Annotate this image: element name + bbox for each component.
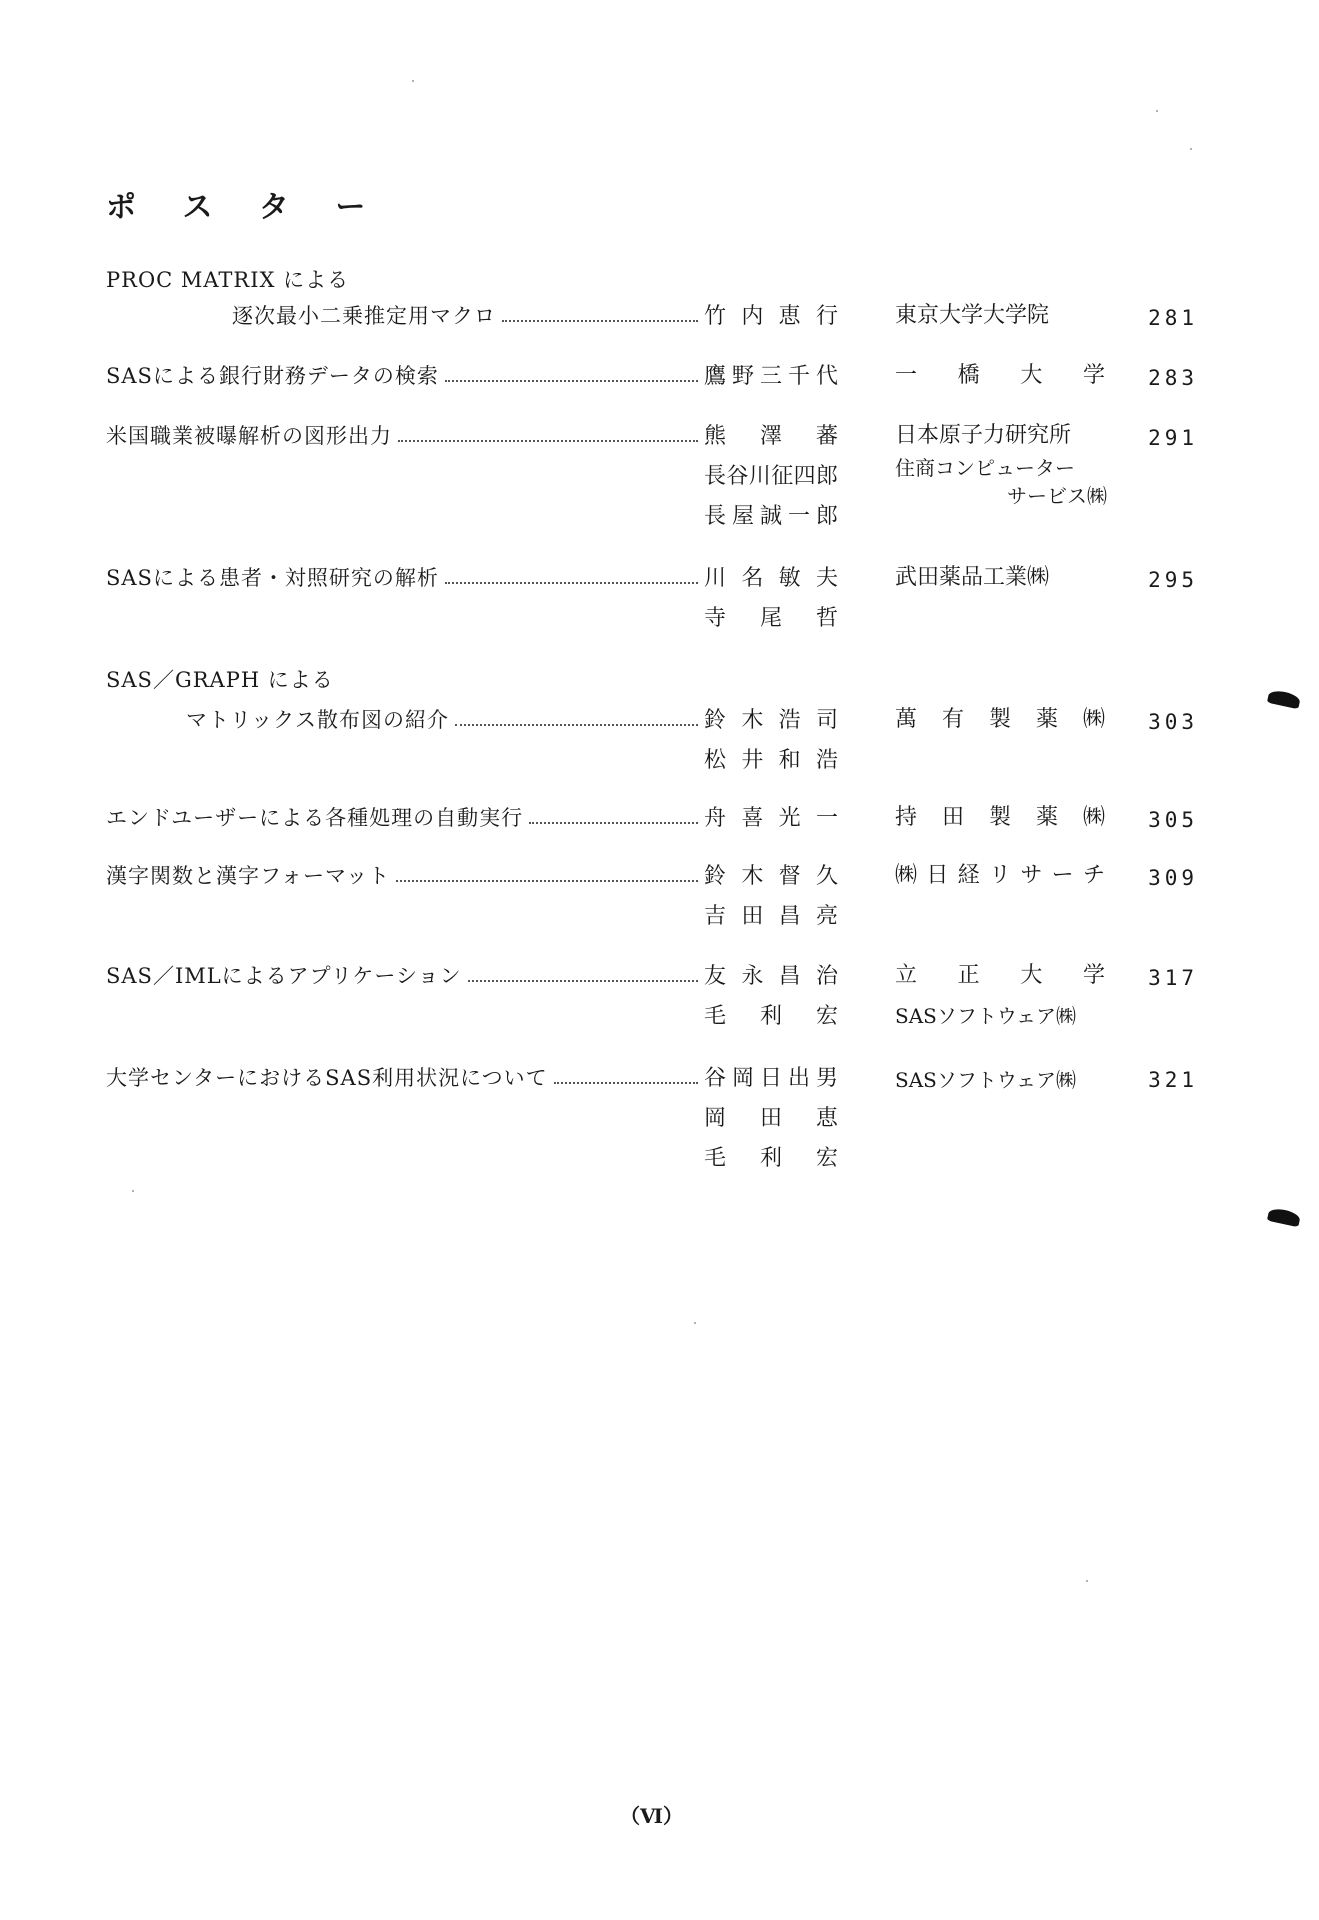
affiliation-line: SASソフトウェア㈱ bbox=[895, 1004, 1077, 1028]
entry-authors bbox=[704, 706, 838, 786]
entry-title-line bbox=[106, 802, 698, 832]
dot-leader bbox=[468, 980, 698, 982]
entry-title-line bbox=[106, 420, 698, 450]
author-name: 長屋誠一郎 bbox=[704, 504, 838, 529]
affiliation-line: 持 田 製 薬 ㈱ bbox=[895, 805, 1105, 830]
entry-title-line bbox=[106, 562, 698, 592]
affiliation-line: ㈱ 日 経 リ サ ー チ bbox=[895, 863, 1105, 888]
entry-title: 漢字関数と漢字フォーマット bbox=[106, 860, 396, 890]
entry-title: 米国職業被曝解析の図形出力 bbox=[106, 420, 398, 450]
author-name: 舟 喜 光 一 bbox=[704, 806, 838, 831]
author-name: 吉 田 昌 亮 bbox=[704, 904, 838, 929]
entry-title: SASによる銀行財務データの検索 bbox=[106, 360, 445, 390]
scan-mark bbox=[1267, 1207, 1301, 1227]
author-name: 鈴 木 督 久 bbox=[704, 864, 838, 889]
affiliation-line: 萬 有 製 薬 ㈱ bbox=[895, 707, 1105, 732]
scan-mark bbox=[1267, 689, 1301, 709]
entry-title: エンドユーザーによる各種処理の自動実行 bbox=[106, 802, 529, 832]
entry-authors bbox=[704, 422, 838, 542]
entry-affiliation bbox=[895, 962, 1105, 1030]
entry-authors bbox=[704, 1064, 838, 1184]
author-name: 毛 利 宏 bbox=[704, 1004, 838, 1029]
entry-title-line bbox=[106, 360, 698, 390]
entry-affiliation bbox=[895, 564, 1107, 592]
affiliation-line: サービス㈱ bbox=[1007, 484, 1107, 508]
page-number: 317 bbox=[1148, 966, 1198, 990]
page-number: 309 bbox=[1148, 866, 1198, 890]
author-name: 鷹野三千代 bbox=[704, 364, 838, 389]
page-number: 283 bbox=[1148, 366, 1198, 390]
entry-title: 逐次最小二乗推定用マクロ bbox=[232, 300, 502, 330]
entry-authors bbox=[704, 962, 838, 1042]
author-name: 毛 利 宏 bbox=[704, 1146, 838, 1171]
author-name: 谷岡日出男 bbox=[704, 1066, 838, 1091]
entry-title: 大学センターにおけるSAS利用状況について bbox=[106, 1062, 554, 1092]
affiliation-line: 武田薬品工業㈱ bbox=[895, 565, 1050, 590]
entry-title-line bbox=[186, 704, 698, 734]
entry-title: SASによる患者・対照研究の解析 bbox=[106, 562, 445, 592]
scan-speck bbox=[1086, 1580, 1088, 1582]
page-number: 305 bbox=[1148, 808, 1198, 832]
author-name: 寺 尾 哲 bbox=[704, 606, 838, 631]
author-name: 川 名 敏 夫 bbox=[704, 566, 838, 591]
page-number: 281 bbox=[1148, 306, 1198, 330]
entry-authors bbox=[704, 564, 838, 644]
entry-authors bbox=[704, 362, 838, 402]
page-number: 291 bbox=[1148, 426, 1198, 450]
entry-title: マトリックス散布図の紹介 bbox=[186, 704, 455, 734]
scan-speck bbox=[412, 80, 414, 82]
affiliation-line: 日本原子力研究所 bbox=[895, 423, 1072, 448]
dot-leader bbox=[398, 440, 698, 442]
scan-speck bbox=[132, 1190, 134, 1192]
entry-authors bbox=[704, 862, 838, 942]
dot-leader bbox=[554, 1082, 698, 1084]
entry-title-line bbox=[106, 860, 698, 890]
author-name: 鈴 木 浩 司 bbox=[704, 708, 838, 733]
page-number: 303 bbox=[1148, 710, 1198, 734]
author-name: 岡 田 恵 bbox=[704, 1106, 838, 1131]
entry-affiliation bbox=[895, 362, 1105, 390]
affiliation-line: SASソフトウェア㈱ bbox=[895, 1068, 1077, 1092]
scan-speck bbox=[1156, 110, 1158, 112]
scan-speck bbox=[694, 1322, 696, 1324]
page-footer: （Ⅵ） bbox=[620, 1804, 683, 1828]
author-name: 竹 内 恵 行 bbox=[704, 304, 838, 329]
author-name: 友 永 昌 治 bbox=[704, 964, 838, 989]
entry-affiliation bbox=[895, 862, 1105, 890]
entry-title: SAS／IMLによるアプリケーション bbox=[106, 960, 468, 990]
entry-affiliation bbox=[895, 1066, 1107, 1094]
page-number: 321 bbox=[1148, 1068, 1198, 1092]
scan-speck bbox=[1190, 148, 1192, 150]
entry-authors bbox=[704, 302, 838, 342]
dot-leader bbox=[445, 582, 698, 584]
section-heading: ポ ス タ ー bbox=[106, 190, 384, 225]
author-name: 松 井 和 浩 bbox=[704, 748, 838, 773]
dot-leader bbox=[529, 822, 698, 824]
entry-authors bbox=[704, 804, 838, 844]
author-name: 長谷川征四郎 bbox=[704, 464, 838, 489]
entry-affiliation bbox=[895, 302, 1107, 330]
entry-affiliation bbox=[895, 804, 1105, 832]
dot-leader bbox=[396, 880, 698, 882]
entry-affiliation bbox=[895, 706, 1105, 734]
affiliation-line: 住商コンピューター bbox=[895, 456, 1075, 480]
dot-leader bbox=[445, 380, 698, 382]
entry-title-line bbox=[232, 300, 698, 330]
entry-affiliation bbox=[895, 422, 1107, 510]
entry-title-prefix: SAS／GRAPH による bbox=[106, 668, 334, 692]
affiliation-line: 東京大学大学院 bbox=[895, 303, 1050, 328]
affiliation-line: 一 橋 大 学 bbox=[895, 363, 1105, 388]
entry-title-line bbox=[106, 960, 698, 990]
dot-leader bbox=[455, 724, 698, 726]
entry-title-prefix: PROC MATRIX による bbox=[106, 268, 350, 292]
author-name: 熊 澤 蕃 bbox=[704, 424, 838, 449]
entry-title-line bbox=[106, 1062, 698, 1092]
affiliation-line: 立 正 大 学 bbox=[895, 963, 1105, 988]
page-number: 295 bbox=[1148, 568, 1198, 592]
dot-leader bbox=[502, 320, 698, 322]
